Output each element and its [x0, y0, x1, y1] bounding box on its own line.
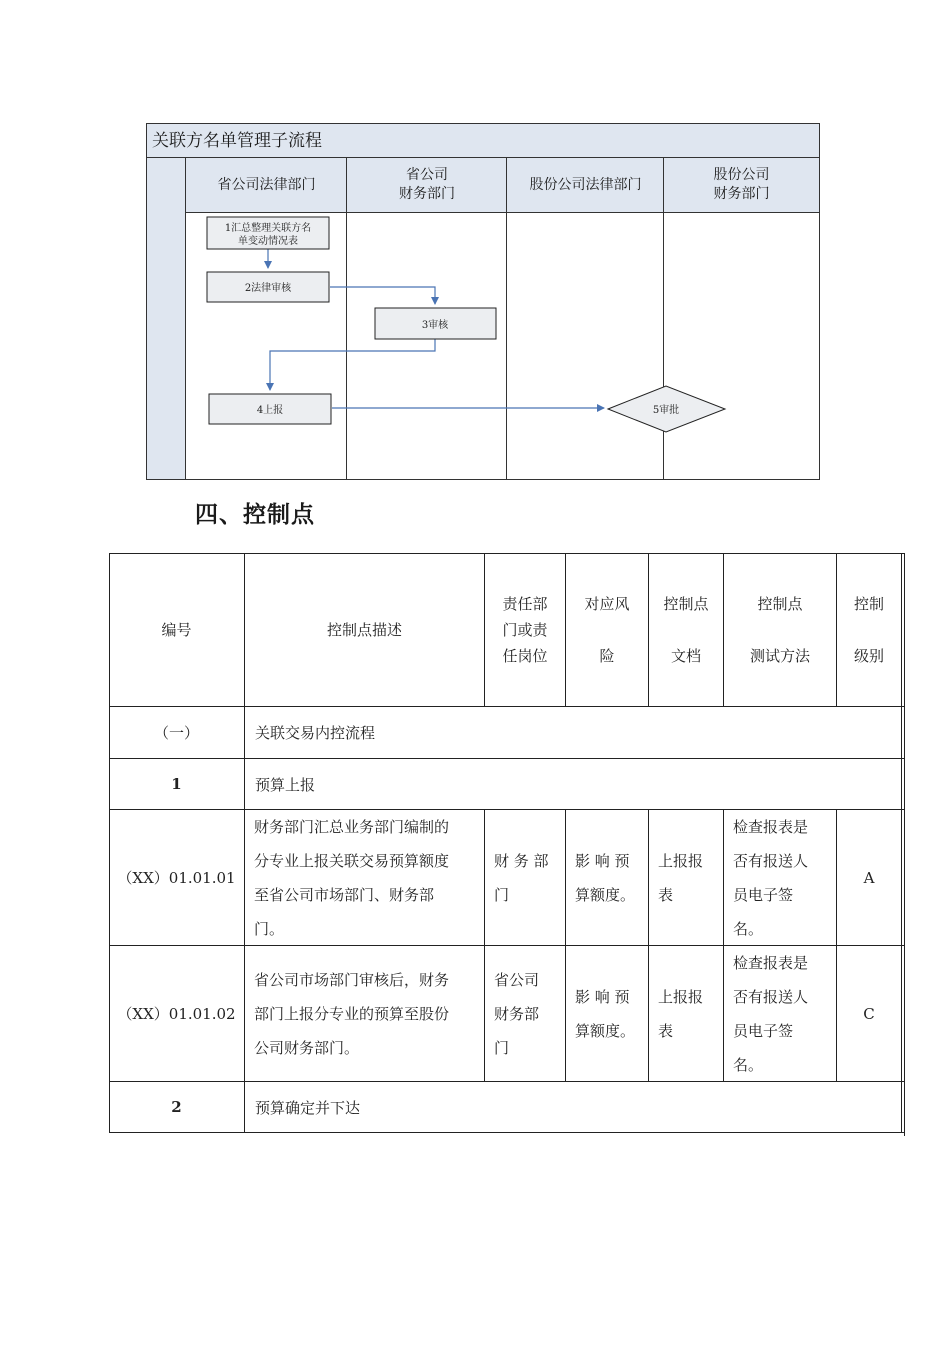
arrow-2-to-3 — [330, 287, 435, 304]
row-section-title: 关联交易内控流程 — [255, 724, 376, 742]
header-department: 责任部 门或责 任岗位 — [502, 594, 548, 665]
step-5-label: 5审批 — [652, 405, 680, 416]
header-description: 控制点描述 — [326, 620, 402, 639]
row-id: （XX）01.01.01 — [117, 869, 236, 887]
row-level: C — [863, 1004, 875, 1023]
lane-header-group-finance: 股份公司 财务部门 — [664, 158, 819, 213]
header-id: 编号 — [161, 620, 192, 639]
row-risk: 影 响 预 算额度。 — [575, 851, 636, 904]
row-description: 省公司市场部门审核后，财务 部门上报分专业的预算至股份 公司财务部门。 — [254, 970, 450, 1057]
lane-header-province-finance: 省公司 财务部门 — [347, 158, 507, 213]
row-level: A — [863, 868, 875, 887]
flowchart-title: 关联方名单管理子流程 — [147, 124, 819, 158]
row-test-method: 检查报表是 否有报送人 员电子签 名。 — [733, 817, 809, 938]
row-id: 2 — [171, 1098, 182, 1116]
header-level: 控制 级别 — [853, 594, 884, 665]
row-document: 上报报 表 — [658, 851, 704, 904]
step-1-label-line2: 单变动情况表 — [238, 236, 298, 247]
row-id: 1 — [171, 775, 182, 793]
lane-header-province-legal: 省公司法律部门 — [186, 158, 347, 213]
step-4-label: 4上报 — [256, 405, 284, 416]
control-point-table — [109, 553, 904, 1134]
row-subsection-title: 预算确定并下达 — [255, 1098, 361, 1117]
header-risk: 对应风 险 — [584, 594, 630, 665]
row-subsection-title: 预算上报 — [255, 775, 316, 794]
header-test-method: 控制点 测试方法 — [749, 594, 810, 665]
row-id: （XX）01.01.02 — [117, 1005, 236, 1023]
header-document: 控制点 文档 — [663, 594, 709, 665]
flowchart — [146, 123, 820, 480]
row-department: 财 务 部 门 — [494, 851, 549, 904]
step-1-label-line1: 1汇总整理关联方名 — [224, 223, 312, 234]
step-2-label: 2法律审核 — [244, 283, 292, 294]
row-test-method: 检查报表是 否有报送人 员电子签 名。 — [733, 953, 809, 1074]
flowchart-diagram — [147, 124, 819, 479]
row-department: 省公司 财务部 门 — [494, 970, 540, 1057]
arrow-3-to-4 — [270, 339, 435, 390]
row-description: 财务部门汇总业务部门编制的 分专业上报关联交易预算额度 至省公司市场部门、财务部 门。 — [254, 817, 450, 938]
lane-header-group-legal: 股份公司法律部门 — [507, 158, 664, 213]
step-3-label: 3审核 — [421, 320, 449, 331]
row-risk: 影 响 预 算额度。 — [575, 987, 636, 1040]
section-heading: 四、控制点 — [195, 502, 315, 528]
row-id: （一） — [153, 724, 199, 742]
row-document: 上报报 表 — [658, 987, 704, 1040]
